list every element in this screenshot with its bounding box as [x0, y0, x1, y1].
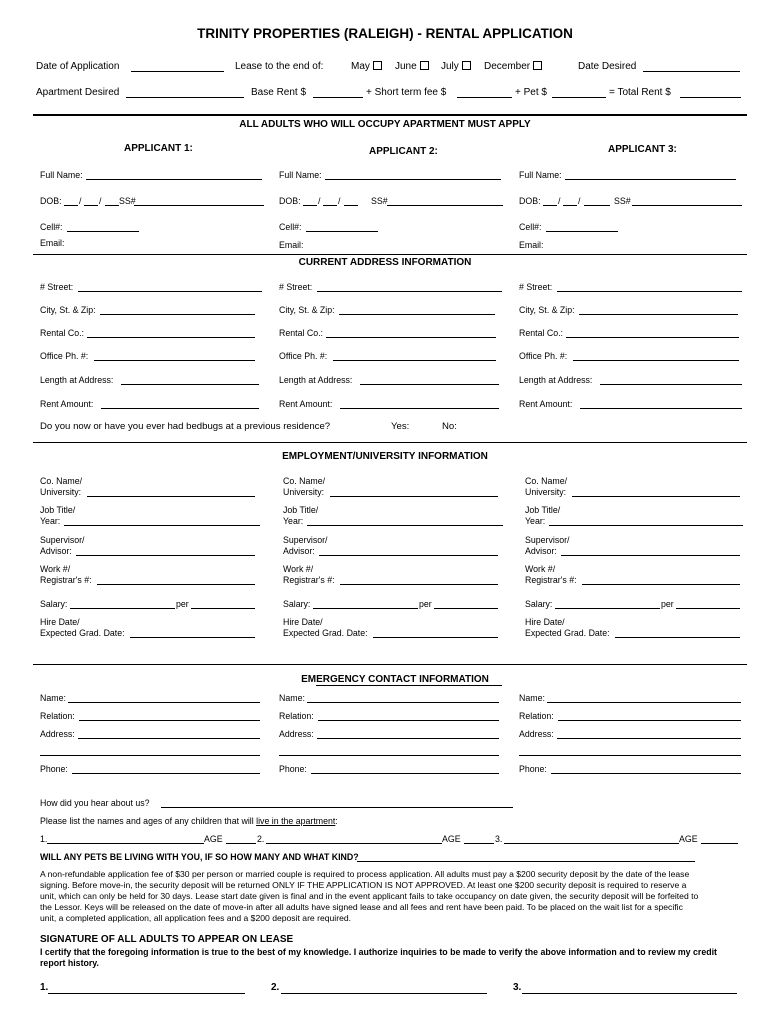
rental-co-label-3: Rental Co.:: [519, 328, 564, 338]
length-label-1: Length at Address:: [40, 375, 114, 385]
work-field-2[interactable]: [340, 584, 498, 585]
hire-date-label-1: [40, 617, 125, 639]
ec-name-field-2[interactable]: [307, 702, 499, 703]
office-ph-field-1[interactable]: [94, 360, 255, 361]
work-line-1: Work #/: [525, 564, 556, 574]
city-field-3[interactable]: [579, 314, 738, 315]
child-3-name[interactable]: [504, 843, 679, 844]
work-line-2: Registrar's #:: [283, 575, 335, 585]
ec-address-label-3: Address:: [519, 729, 554, 739]
ec-phone-field-3[interactable]: [551, 773, 741, 774]
ec-relation-label-1: Relation:: [40, 711, 75, 721]
supervisor-field-2[interactable]: [319, 555, 498, 556]
hire-date-label-2: [283, 617, 368, 639]
divider: [33, 442, 747, 443]
hire-date-label-3: [525, 617, 610, 639]
ss-field-1[interactable]: [134, 205, 264, 206]
street-field-2[interactable]: [317, 291, 502, 292]
work-line-2: Registrar's #:: [525, 575, 577, 585]
emergency-header: EMERGENCY CONTACT INFORMATION: [301, 674, 489, 685]
child-3-label: 3.: [495, 834, 503, 844]
rental-co-field-3[interactable]: [566, 337, 739, 338]
hire-date-field-2[interactable]: [373, 637, 498, 638]
apartment-desired-label: Apartment Desired: [36, 87, 120, 98]
full-name-field-2[interactable]: [325, 179, 501, 180]
rent-amount-label-2: Rent Amount:: [279, 399, 333, 409]
rent-amount-field-3[interactable]: [580, 408, 742, 409]
total-rent-label: = Total Rent $: [609, 87, 671, 98]
dob-year-3[interactable]: [584, 205, 610, 206]
job-line-2: Year:: [283, 516, 304, 526]
work-label-2: [283, 564, 335, 586]
base-rent-field[interactable]: [313, 97, 363, 98]
full-name-label-3: Full Name:: [519, 170, 562, 180]
length-field-2[interactable]: [360, 384, 499, 385]
cell-field-1[interactable]: [67, 231, 139, 232]
ec-address-field-2[interactable]: [317, 738, 499, 739]
per-field-3[interactable]: [676, 608, 740, 609]
signature-field-3[interactable]: [522, 993, 737, 994]
length-label-3: Length at Address:: [519, 375, 593, 385]
co-name-line-2: University:: [40, 487, 82, 497]
bedbugs-yes[interactable]: Yes:: [391, 421, 410, 432]
child-1-age-label: AGE: [204, 834, 223, 844]
disclaimer-text: A non-refundable application fee of $30 per person or married couple is required to process application. All adults must pay a $200 security deposit by the date of the lease signing. Before move-in, the security deposit will be returned ONLY IF THE APPLICATION IS NOT APPROVED. At least one $200 security deposit is required to reserve a unit, which can only be held for 30 days. Lease start date given is final and in the event applicant fails to take occupancy on date given, the security deposit will be forfeited to the Lessor. Keys will be released on the date of move-in after all adults have signed lease and all fees and rent have been paid. To be placed on the wait list for a specific unit, a completed application, all application fees and a $200 deposit are required.: [40, 869, 699, 923]
work-label-1: [40, 564, 92, 586]
email-label-3: Email:: [519, 240, 544, 250]
divider: [33, 664, 747, 665]
salary-field-3[interactable]: [555, 608, 660, 609]
work-line-1: Work #/: [283, 564, 314, 574]
bedbugs-no[interactable]: No:: [442, 421, 457, 432]
pet-label: + Pet $: [515, 87, 547, 98]
ec-relation-field-3[interactable]: [558, 720, 741, 721]
dob-day-3[interactable]: [563, 205, 577, 206]
dob-label-3: DOB:: [519, 196, 541, 206]
child-3-age-label: AGE: [679, 834, 698, 844]
emergency-header-underline: [316, 685, 502, 686]
city-label-3: City, St. & Zip:: [519, 305, 575, 315]
job-title-label-2: [283, 505, 318, 527]
email-label-1: Email:: [40, 238, 65, 248]
hire-date-field-3[interactable]: [615, 637, 740, 638]
sup-line-2: Advisor:: [525, 546, 557, 556]
ec-name-label-1: Name:: [40, 693, 66, 703]
full-name-label-2: Full Name:: [279, 170, 322, 180]
dob-sep: /: [99, 196, 102, 206]
ec-address-field-1[interactable]: [78, 738, 260, 739]
ec-address-label-1: Address:: [40, 729, 75, 739]
children-prompt: [40, 816, 338, 826]
month-december[interactable]: [484, 61, 542, 72]
job-title-label-3: [525, 505, 560, 527]
date-of-application-field[interactable]: [131, 71, 224, 72]
supervisor-field-1[interactable]: [76, 555, 255, 556]
work-field-3[interactable]: [582, 584, 740, 585]
ec-name-label-3: Name:: [519, 693, 545, 703]
how-hear-label: How did you hear about us?: [40, 798, 150, 808]
co-name-line-1: Co. Name/: [283, 476, 326, 486]
ec-phone-label-1: Phone:: [40, 764, 68, 774]
co-name-field-1[interactable]: [87, 496, 255, 497]
ec-relation-label-3: Relation:: [519, 711, 554, 721]
hire-date-field-1[interactable]: [130, 637, 255, 638]
child-2-age-label: AGE: [442, 834, 461, 844]
dob-sep: /: [318, 196, 321, 206]
city-field-1[interactable]: [100, 314, 255, 315]
base-rent-label: Base Rent $: [251, 87, 307, 98]
child-1-label: 1.: [40, 834, 48, 844]
dob-month-2[interactable]: [303, 205, 317, 206]
cell-label-1: Cell#:: [40, 222, 63, 232]
month-july[interactable]: [441, 61, 471, 72]
ec-phone-field-1[interactable]: [72, 773, 260, 774]
ss-field-2[interactable]: [387, 205, 503, 206]
pets-field[interactable]: [357, 861, 695, 862]
rental-co-label-2: Rental Co.:: [279, 328, 324, 338]
co-name-label-2: [283, 476, 325, 498]
current-address-header: CURRENT ADDRESS INFORMATION: [298, 257, 472, 268]
sup-line-2: Advisor:: [283, 546, 315, 556]
ec-relation-field-2[interactable]: [318, 720, 499, 721]
city-field-2[interactable]: [339, 314, 495, 315]
dob-sep: /: [79, 196, 82, 206]
checkbox-icon[interactable]: [373, 61, 382, 70]
work-line-1: Work #/: [40, 564, 71, 574]
month-may[interactable]: [351, 61, 382, 72]
lease-end-label: Lease to the end of:: [235, 61, 324, 72]
sig-2-label: 2.: [271, 982, 280, 993]
cell-label-3: Cell#:: [519, 222, 542, 232]
salary-label-3: Salary:: [525, 599, 553, 609]
child-2-name[interactable]: [266, 843, 442, 844]
applicant-1-header: APPLICANT 1:: [124, 143, 193, 154]
bedbugs-question: Do you now or have you ever had bedbugs at a previous residence?: [40, 421, 331, 432]
page-title: TRINITY PROPERTIES (RALEIGH) - RENTAL APPLICATION: [197, 26, 573, 41]
city-label-2: City, St. & Zip:: [279, 305, 335, 315]
dob-sep: /: [338, 196, 341, 206]
co-name-line-2: University:: [283, 487, 325, 497]
per-label-3: per: [661, 599, 674, 609]
short-term-fee-label: + Short term fee $: [366, 87, 447, 98]
salary-field-2[interactable]: [313, 608, 418, 609]
month-december-label: December: [484, 61, 531, 72]
full-name-field-1[interactable]: [86, 179, 262, 180]
ec-phone-label-3: Phone:: [519, 764, 547, 774]
date-desired-label: Date Desired: [578, 61, 637, 72]
ec-name-field-1[interactable]: [68, 702, 260, 703]
length-field-3[interactable]: [600, 384, 742, 385]
dob-day-2[interactable]: [323, 205, 337, 206]
month-july-label: July: [441, 61, 459, 72]
length-field-1[interactable]: [121, 384, 259, 385]
pet-field[interactable]: [552, 97, 606, 98]
certify-text: I certify that the foregoing information is true to the best of my knowledge. I authorize inquiries to be made to verify the above information and to review my credit report history.: [40, 947, 717, 968]
ss-label-3: SS#: [614, 196, 631, 206]
ss-label-2: SS#: [371, 196, 388, 206]
ec-address-line2-2[interactable]: [279, 755, 499, 756]
co-name-field-3[interactable]: [572, 496, 740, 497]
supervisor-field-3[interactable]: [561, 555, 740, 556]
work-line-2: Registrar's #:: [40, 575, 92, 585]
office-ph-field-3[interactable]: [573, 360, 739, 361]
ss-field-3[interactable]: [632, 205, 742, 206]
full-name-field-3[interactable]: [565, 179, 736, 180]
job-line-2: Year:: [525, 516, 546, 526]
rental-co-field-1[interactable]: [87, 337, 255, 338]
hire-line-1: Hire Date/: [40, 617, 80, 627]
supervisor-label-3: [525, 535, 570, 557]
sup-line-2: Advisor:: [40, 546, 72, 556]
rent-amount-label-1: Rent Amount:: [40, 399, 94, 409]
co-name-label-3: [525, 476, 567, 498]
street-field-1[interactable]: [78, 291, 262, 292]
job-title-field-2[interactable]: [307, 525, 503, 526]
ss-label-1: SS#: [119, 196, 136, 206]
divider: [33, 114, 747, 116]
ec-address-label-2: Address:: [279, 729, 314, 739]
dob-label-2: DOB:: [279, 196, 301, 206]
child-2-label: 2.: [257, 834, 265, 844]
street-label-3: # Street:: [519, 282, 553, 292]
month-may-label: May: [351, 61, 370, 72]
sup-line-1: Supervisor/: [283, 535, 328, 545]
signature-header: SIGNATURE OF ALL ADULTS TO APPEAR ON LEASE: [40, 934, 294, 945]
ec-name-label-2: Name:: [279, 693, 305, 703]
month-june-label: June: [395, 61, 417, 72]
co-name-line-1: Co. Name/: [525, 476, 568, 486]
street-label-2: # Street:: [279, 282, 313, 292]
ec-phone-label-2: Phone:: [279, 764, 307, 774]
divider: [33, 254, 747, 255]
co-name-line-2: University:: [525, 487, 567, 497]
hire-line-2: Expected Grad. Date:: [525, 628, 610, 638]
hire-line-1: Hire Date/: [283, 617, 323, 627]
ec-address-line2-3[interactable]: [519, 755, 741, 756]
per-field-1[interactable]: [191, 608, 255, 609]
job-title-label-1: [40, 505, 75, 527]
office-ph-label-1: Office Ph. #:: [40, 351, 89, 361]
sig-1-label: 1.: [40, 982, 49, 993]
employment-header: EMPLOYMENT/UNIVERSITY INFORMATION: [282, 451, 488, 462]
email-label-2: Email:: [279, 240, 304, 250]
children-prompt-start: Please list the names and ages of any children that will: [40, 816, 257, 826]
city-label-1: City, St. & Zip:: [40, 305, 96, 315]
rent-amount-field-1[interactable]: [101, 408, 259, 409]
dob-sep: /: [558, 196, 561, 206]
job-line-2: Year:: [40, 516, 61, 526]
rent-amount-field-2[interactable]: [340, 408, 499, 409]
office-ph-field-2[interactable]: [333, 360, 496, 361]
per-label-2: per: [419, 599, 432, 609]
salary-label-2: Salary:: [283, 599, 311, 609]
signature-field-1[interactable]: [48, 993, 245, 994]
all-adults-notice: ALL ADULTS WHO WILL OCCUPY APARTMENT MUST APPLY: [239, 119, 531, 130]
work-field-1[interactable]: [97, 584, 255, 585]
rental-co-field-2[interactable]: [326, 337, 496, 338]
hire-line-1: Hire Date/: [525, 617, 565, 627]
month-june[interactable]: [395, 61, 429, 72]
dob-day-1[interactable]: [84, 205, 98, 206]
dob-sep: /: [578, 196, 581, 206]
applicant-2-header: APPLICANT 2:: [369, 146, 438, 157]
per-label-1: per: [176, 599, 189, 609]
child-3-age[interactable]: [701, 843, 738, 844]
dob-month-1[interactable]: [64, 205, 78, 206]
ec-phone-field-2[interactable]: [311, 773, 499, 774]
cell-label-2: Cell#:: [279, 222, 302, 232]
pets-question: WILL ANY PETS BE LIVING WITH YOU, IF SO HOW MANY AND WHAT KIND?: [40, 852, 359, 862]
length-label-2: Length at Address:: [279, 375, 353, 385]
full-name-label-1: Full Name:: [40, 170, 83, 180]
per-field-2[interactable]: [434, 608, 498, 609]
cell-field-3[interactable]: [546, 231, 618, 232]
ec-relation-label-2: Relation:: [279, 711, 314, 721]
date-desired-field[interactable]: [643, 71, 740, 72]
dob-year-2[interactable]: [344, 205, 358, 206]
co-name-line-1: Co. Name/: [40, 476, 83, 486]
sup-line-1: Supervisor/: [525, 535, 570, 545]
office-ph-label-3: Office Ph. #:: [519, 351, 568, 361]
work-label-3: [525, 564, 577, 586]
job-line-1: Job Title/: [525, 505, 561, 515]
dob-month-3[interactable]: [543, 205, 557, 206]
apartment-desired-field[interactable]: [126, 97, 244, 98]
short-term-fee-field[interactable]: [457, 97, 512, 98]
date-of-application-label: Date of Application: [36, 61, 120, 72]
sup-line-1: Supervisor/: [40, 535, 85, 545]
signature-field-2[interactable]: [281, 993, 487, 994]
supervisor-label-2: [283, 535, 328, 557]
how-hear-field[interactable]: [161, 807, 513, 808]
ec-address-line2-1[interactable]: [40, 755, 260, 756]
cell-field-2[interactable]: [306, 231, 378, 232]
rent-amount-label-3: Rent Amount:: [519, 399, 573, 409]
child-1-name[interactable]: [47, 843, 204, 844]
sig-3-label: 3.: [513, 982, 522, 993]
hire-line-2: Expected Grad. Date:: [283, 628, 368, 638]
salary-field-1[interactable]: [70, 608, 175, 609]
child-1-age[interactable]: [226, 843, 256, 844]
street-label-1: # Street:: [40, 282, 74, 292]
co-name-field-2[interactable]: [330, 496, 498, 497]
rental-co-label-1: Rental Co.:: [40, 328, 85, 338]
checkbox-icon[interactable]: [462, 61, 471, 70]
street-field-3[interactable]: [557, 291, 742, 292]
job-title-field-1[interactable]: [64, 525, 260, 526]
salary-label-1: Salary:: [40, 599, 68, 609]
children-prompt-link: live in the apartment: [256, 816, 336, 826]
ec-name-field-3[interactable]: [547, 702, 741, 703]
job-line-1: Job Title/: [40, 505, 76, 515]
dob-label-1: DOB:: [40, 196, 62, 206]
checkbox-icon[interactable]: [533, 61, 542, 70]
ec-relation-field-1[interactable]: [79, 720, 260, 721]
co-name-label-1: [40, 476, 82, 498]
supervisor-label-1: [40, 535, 85, 557]
job-line-1: Job Title/: [283, 505, 319, 515]
job-title-field-3[interactable]: [549, 525, 743, 526]
applicant-3-header: APPLICANT 3:: [608, 144, 677, 155]
children-prompt-end: :: [335, 816, 338, 826]
child-2-age[interactable]: [464, 843, 494, 844]
ec-address-field-3[interactable]: [557, 738, 741, 739]
dob-year-1[interactable]: [105, 205, 119, 206]
office-ph-label-2: Office Ph. #:: [279, 351, 328, 361]
total-rent-field[interactable]: [680, 97, 741, 98]
hire-line-2: Expected Grad. Date:: [40, 628, 125, 638]
checkbox-icon[interactable]: [420, 61, 429, 70]
